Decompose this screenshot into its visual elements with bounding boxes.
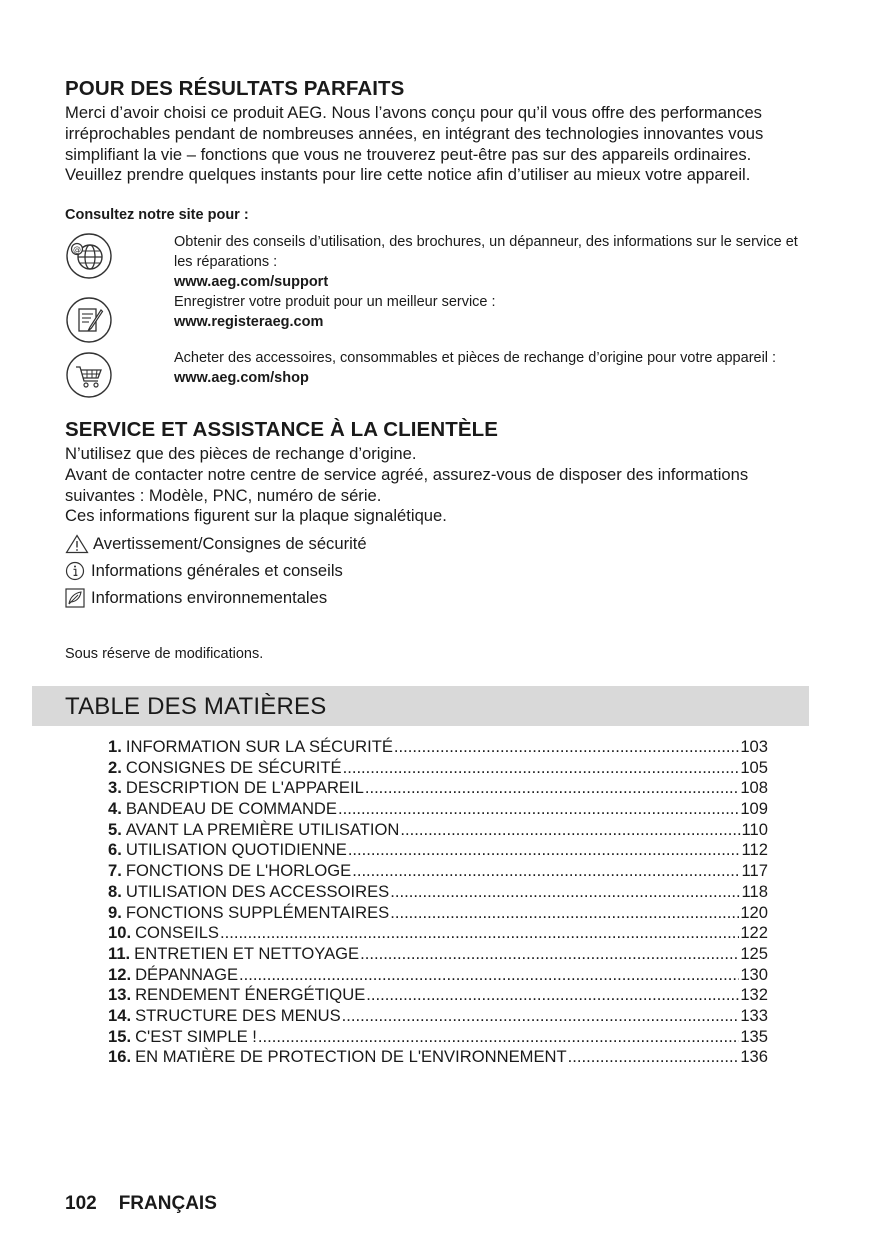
toc-leader-dots — [338, 799, 739, 819]
toc-entry-page: 133 — [740, 1005, 768, 1025]
shopping-cart-icon — [65, 351, 113, 399]
toc-header-bar — [32, 686, 809, 726]
toc-entry-number: 2. — [108, 757, 122, 777]
shop-row — [65, 348, 810, 408]
intro-paragraph: Merci d’avoir choisi ce produit AEG. Nous l’avons conçu pour qu’il vous offre des performances irréprochables pendant de nombreuses années, en intégrant des technologies innovantes vous simplifiant la vie – fonctions que vous ne trouverez peut-être pas sur des appareils ordinaires. Veuillez prendre quelques instants pour lire cette notice afin d’utiliser au mieux votre appareil. — [65, 103, 764, 185]
toc-leader-dots — [390, 903, 739, 923]
toc-leader-dots — [348, 840, 741, 860]
toc-entry-page: 135 — [740, 1026, 768, 1046]
toc-leader-dots — [343, 758, 740, 778]
toc-entry-page: 109 — [740, 799, 768, 819]
toc-leader-dots — [390, 882, 740, 902]
toc-entry[interactable] — [108, 737, 768, 758]
toc-entry-number: 13. — [108, 985, 132, 1005]
toc-entry-number: 10. — [108, 923, 132, 943]
toc-leader-dots — [365, 778, 739, 798]
toc-entry-label: INFORMATION SUR LA SÉCURITÉ — [125, 737, 393, 756]
toc-entry[interactable] — [108, 820, 768, 841]
toc-entry-page: 120 — [740, 902, 768, 922]
toc-entry-number: 3. — [108, 778, 122, 798]
toc-leader-dots — [239, 965, 739, 985]
shop-text: Acheter des accessoires, consommables et pièces de rechange d’origine pour votre appareil : www.aeg.com/shop — [174, 348, 810, 388]
support-link[interactable]: www.aeg.com/support — [174, 274, 329, 290]
register-link[interactable]: www.registeraeg.com — [174, 314, 324, 330]
toc-leader-dots — [360, 944, 739, 964]
toc-entry-label: STRUCTURE DES MENUS — [135, 1005, 341, 1025]
toc-entry-page: 132 — [740, 985, 768, 1005]
toc-entry-number: 12. — [108, 964, 132, 984]
toc-entry[interactable] — [108, 923, 768, 944]
toc-entry-page: 108 — [740, 778, 768, 798]
toc-entry-label: C'EST SIMPLE ! — [135, 1026, 257, 1046]
toc-entry-label: DÉPANNAGE — [135, 964, 239, 984]
page-footer — [65, 1193, 217, 1215]
toc-entry[interactable] — [108, 758, 768, 779]
toc-entry-number: 1. — [108, 737, 122, 756]
toc-entry[interactable] — [108, 799, 768, 820]
toc-entry[interactable] — [108, 861, 768, 882]
toc-entry[interactable] — [108, 840, 768, 861]
toc-leader-dots — [352, 861, 740, 881]
toc-entry-page: 130 — [740, 964, 768, 984]
toc-entry-number: 9. — [108, 902, 122, 922]
toc-entry-page: 112 — [741, 840, 768, 860]
toc-entry[interactable] — [108, 1006, 768, 1027]
toc-entry-number: 8. — [108, 881, 122, 901]
toc-entry-label: FONCTIONS DE L'HORLOGE — [125, 861, 352, 881]
toc-entry[interactable] — [108, 1047, 768, 1068]
toc-entry-label: ENTRETIEN ET NETTOYAGE — [134, 943, 360, 963]
toc-leader-dots — [568, 1047, 740, 1067]
toc-entry[interactable] — [108, 965, 768, 986]
toc-entry[interactable] — [108, 985, 768, 1006]
toc-leader-dots — [342, 1006, 740, 1026]
toc-entry[interactable] — [108, 944, 768, 965]
leaf-environment-icon — [65, 588, 87, 608]
legend-warning: Avertissement/Consignes de sécurité — [65, 533, 367, 555]
toc-entry[interactable] — [108, 778, 768, 799]
toc-entry-number: 15. — [108, 1026, 132, 1046]
toc-entry-number: 11. — [108, 943, 131, 963]
toc-entry-label: AVANT LA PREMIÈRE UTILISATION — [125, 819, 400, 839]
legend-environment: Informations environnementales — [65, 587, 327, 609]
toc-entry-label: RENDEMENT ÉNERGÉTIQUE — [135, 985, 366, 1005]
toc-entry-label: BANDEAU DE COMMANDE — [125, 799, 337, 819]
table-of-contents — [108, 737, 768, 1068]
toc-leader-dots — [394, 737, 739, 757]
toc-entry-number: 4. — [108, 799, 122, 819]
toc-entry-page: 103 — [740, 737, 768, 756]
consult-heading: Consultez notre site pour : — [65, 207, 249, 223]
warning-triangle-icon — [65, 534, 89, 554]
globe-web-icon — [65, 232, 113, 280]
toc-title: TABLE DES MATIÈRES — [65, 693, 327, 720]
toc-entry-number: 6. — [108, 840, 122, 860]
toc-entry-page: 122 — [740, 923, 768, 943]
toc-entry[interactable] — [108, 1027, 768, 1048]
toc-entry-number: 7. — [108, 861, 122, 881]
footer-language: FRANÇAIS — [118, 1193, 217, 1214]
toc-entry-label: UTILISATION QUOTIDIENNE — [125, 840, 347, 860]
toc-entry-page: 110 — [741, 819, 768, 839]
toc-entry-label: CONSIGNES DE SÉCURITÉ — [125, 757, 342, 777]
toc-entry[interactable] — [108, 882, 768, 903]
support-row — [65, 232, 810, 292]
toc-entry-page: 136 — [740, 1047, 768, 1067]
toc-entry-page: 117 — [741, 861, 768, 881]
toc-entry-page: 105 — [740, 757, 768, 777]
toc-entry-label: FONCTIONS SUPPLÉMENTAIRES — [125, 902, 390, 922]
svg-text:@: @ — [73, 245, 81, 254]
toc-entry-number: 16. — [108, 1047, 132, 1067]
shop-link[interactable]: www.aeg.com/shop — [174, 370, 309, 386]
info-circle-icon — [65, 561, 87, 581]
page-number: 102 — [65, 1193, 97, 1214]
toc-entry-label: DESCRIPTION DE L'APPAREIL — [125, 778, 364, 798]
toc-leader-dots — [258, 1027, 739, 1047]
modification-note: Sous réserve de modifications. — [65, 646, 264, 662]
notepad-pen-icon — [65, 296, 113, 344]
toc-leader-dots — [400, 820, 740, 840]
section-title-results: POUR DES RÉSULTATS PARFAITS — [65, 77, 405, 100]
register-text: Enregistrer votre produit pour un meilleur service : www.registeraeg.com — [174, 292, 810, 332]
toc-leader-dots — [366, 985, 739, 1005]
toc-leader-dots — [220, 923, 739, 943]
toc-entry-page: 118 — [741, 881, 768, 901]
toc-entry-label: EN MATIÈRE DE PROTECTION DE L'ENVIRONNEMENT — [135, 1047, 567, 1067]
toc-entry-label: CONSEILS — [135, 923, 219, 943]
service-paragraph: N’utilisez que des pièces de rechange d’origine. Avant de contacter notre centre de service agréé, assurez-vous de disposer des informations suivantes : Modèle, PNC, numéro de série. Ces informations figurent sur la plaque signalétique. — [65, 444, 749, 526]
register-row — [65, 292, 810, 344]
toc-entry[interactable] — [108, 903, 768, 924]
section-title-service: SERVICE ET ASSISTANCE À LA CLIENTÈLE — [65, 418, 499, 441]
toc-entry-number: 5. — [108, 819, 122, 839]
toc-entry-page: 125 — [740, 943, 768, 963]
toc-entry-label: UTILISATION DES ACCESSOIRES — [125, 881, 390, 901]
support-text: Obtenir des conseils d’utilisation, des brochures, un dépanneur, des informations sur le service et les réparations : www.aeg.com/support — [174, 232, 810, 292]
legend-info: Informations générales et conseils — [65, 560, 343, 582]
toc-entry-number: 14. — [108, 1005, 132, 1025]
